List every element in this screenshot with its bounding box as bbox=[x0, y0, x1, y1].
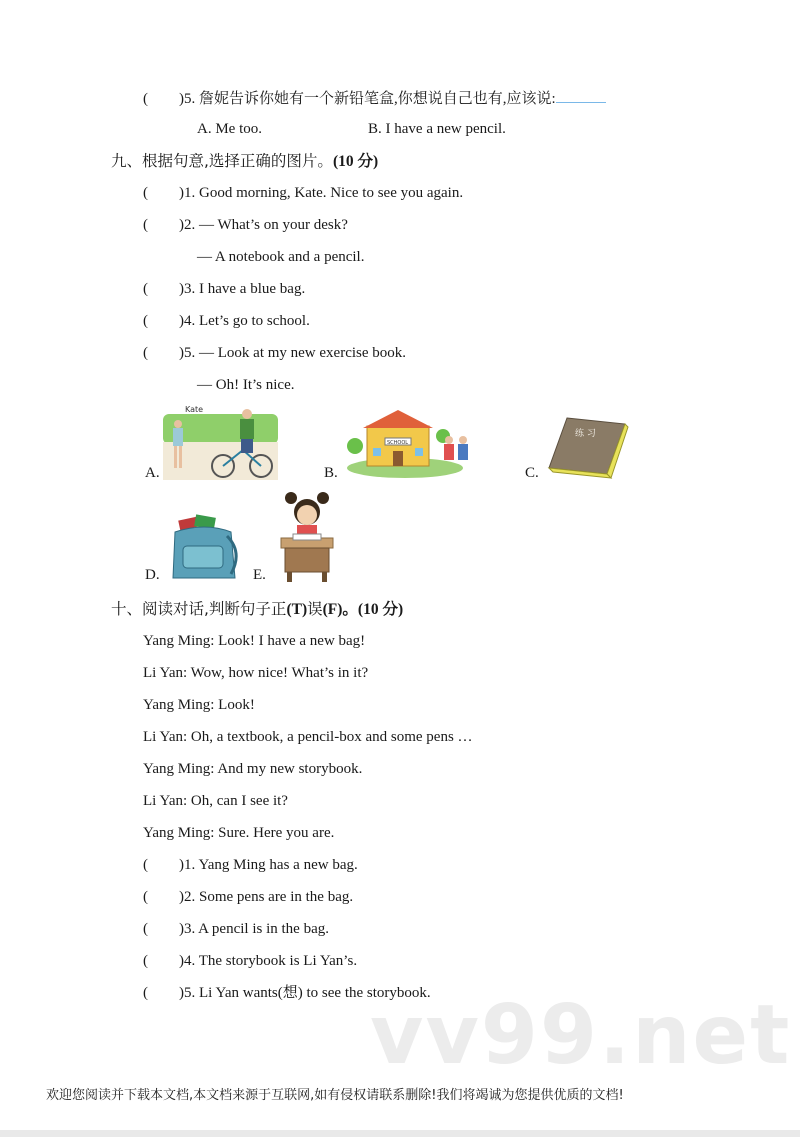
option-a: A. Me too. bbox=[197, 121, 262, 137]
picture-d-blue-bag bbox=[165, 512, 243, 584]
section-9-heading bbox=[111, 151, 378, 172]
dialogue-line: Yang Ming: Sure. Here you are. bbox=[143, 825, 335, 841]
picture-a-kate-cyclist bbox=[163, 402, 278, 480]
answer-paren: ( bbox=[143, 985, 148, 1001]
item-text: )3. I have a blue bag. bbox=[179, 281, 306, 297]
dialogue-line: Li Yan: Oh, can I see it? bbox=[143, 793, 288, 809]
s10-item-2 bbox=[143, 887, 353, 907]
kate-sign: Kate bbox=[185, 405, 204, 414]
s9-item-5 bbox=[143, 343, 406, 363]
answer-paren: ( bbox=[143, 185, 148, 201]
section-10-points: 。(10 分) bbox=[342, 601, 404, 618]
s9-item-3 bbox=[143, 279, 305, 299]
answer-paren: ( bbox=[143, 345, 148, 361]
footer-notice: 欢迎您阅读并下载本文档,本文档来源于互联网,如有侵权请联系删除!我们将竭诚为您提供优质的文档! bbox=[46, 1088, 624, 1103]
answer-paren: ( bbox=[143, 857, 148, 873]
picture-b-school bbox=[345, 406, 480, 480]
item-text: )3. A pencil is in the bag. bbox=[179, 921, 329, 937]
item-text: )4. Let’s go to school. bbox=[179, 313, 310, 329]
watermark: vv99.net bbox=[370, 988, 792, 1083]
s9-item-5-reply: — Oh! It’s nice. bbox=[197, 377, 295, 393]
dialogue-line: Yang Ming: And my new storybook. bbox=[143, 761, 363, 777]
answer-paren: ( bbox=[143, 953, 148, 969]
item-text: )2. — What’s on your desk? bbox=[179, 217, 348, 233]
s9-item-2-reply: — A notebook and a pencil. bbox=[197, 249, 365, 265]
answer-paren: ( bbox=[143, 281, 148, 297]
answer-paren: ( bbox=[143, 313, 148, 329]
answer-paren: ( bbox=[143, 91, 148, 107]
picture-b-label: B. bbox=[324, 465, 338, 481]
page-bottom-divider bbox=[0, 1130, 800, 1137]
answer-paren: ( bbox=[143, 889, 148, 905]
dialogue-line: Yang Ming: Look! bbox=[143, 697, 255, 713]
picture-c-exercise-book bbox=[545, 412, 630, 482]
section-10-heading bbox=[111, 599, 403, 620]
picture-e-girl-desk bbox=[275, 490, 339, 584]
item-text: )4. The storybook is Li Yan’s. bbox=[179, 953, 358, 969]
section-10-mid: 误 bbox=[307, 600, 323, 618]
item-text: )1. Yang Ming has a new bag. bbox=[179, 857, 358, 873]
picture-e-label: E. bbox=[253, 567, 266, 583]
section-9-points: (10 分) bbox=[332, 153, 379, 170]
question-text: )5. 詹妮告诉你她有一个新铅笔盒,你想说自己也有,应该说: bbox=[179, 91, 556, 107]
dialogue-line: Yang Ming: Look! I have a new bag! bbox=[143, 633, 366, 649]
dialogue-line: Li Yan: Wow, how nice! What’s in it? bbox=[143, 665, 369, 681]
dialogue-line: Li Yan: Oh, a textbook, a pencil-box and some pens … bbox=[143, 729, 473, 745]
picture-d-label: D. bbox=[145, 567, 160, 583]
s10-item-4 bbox=[143, 951, 357, 971]
question-5-top bbox=[143, 88, 606, 109]
answer-blank bbox=[556, 88, 606, 103]
s9-item-4 bbox=[143, 311, 310, 331]
s10-item-1 bbox=[143, 855, 358, 875]
s10-item-3 bbox=[143, 919, 329, 939]
section-9-title: 九、根据句意,选择正确的图片。 bbox=[111, 152, 333, 170]
picture-a-label: A. bbox=[145, 465, 160, 481]
school-sign: SCHOOL bbox=[387, 440, 409, 446]
true-mark: (T) bbox=[286, 601, 308, 618]
item-text: )5. — Look at my new exercise book. bbox=[179, 345, 407, 361]
item-text: )2. Some pens are in the bag. bbox=[179, 889, 354, 905]
false-mark: (F) bbox=[322, 601, 343, 618]
answer-paren: ( bbox=[143, 921, 148, 937]
book-cover-text: 练 习 bbox=[575, 429, 596, 439]
picture-c-label: C. bbox=[525, 465, 539, 481]
option-b: B. I have a new pencil. bbox=[368, 121, 506, 137]
s9-item-1 bbox=[143, 183, 463, 203]
answer-paren: ( bbox=[143, 217, 148, 233]
s9-item-2 bbox=[143, 215, 348, 235]
section-10-title: 十、阅读对话,判断句子正 bbox=[111, 600, 287, 618]
item-text: )1. Good morning, Kate. Nice to see you again. bbox=[179, 185, 464, 201]
item-text: )5. Li Yan wants(想) to see the storybook. bbox=[179, 985, 431, 1001]
